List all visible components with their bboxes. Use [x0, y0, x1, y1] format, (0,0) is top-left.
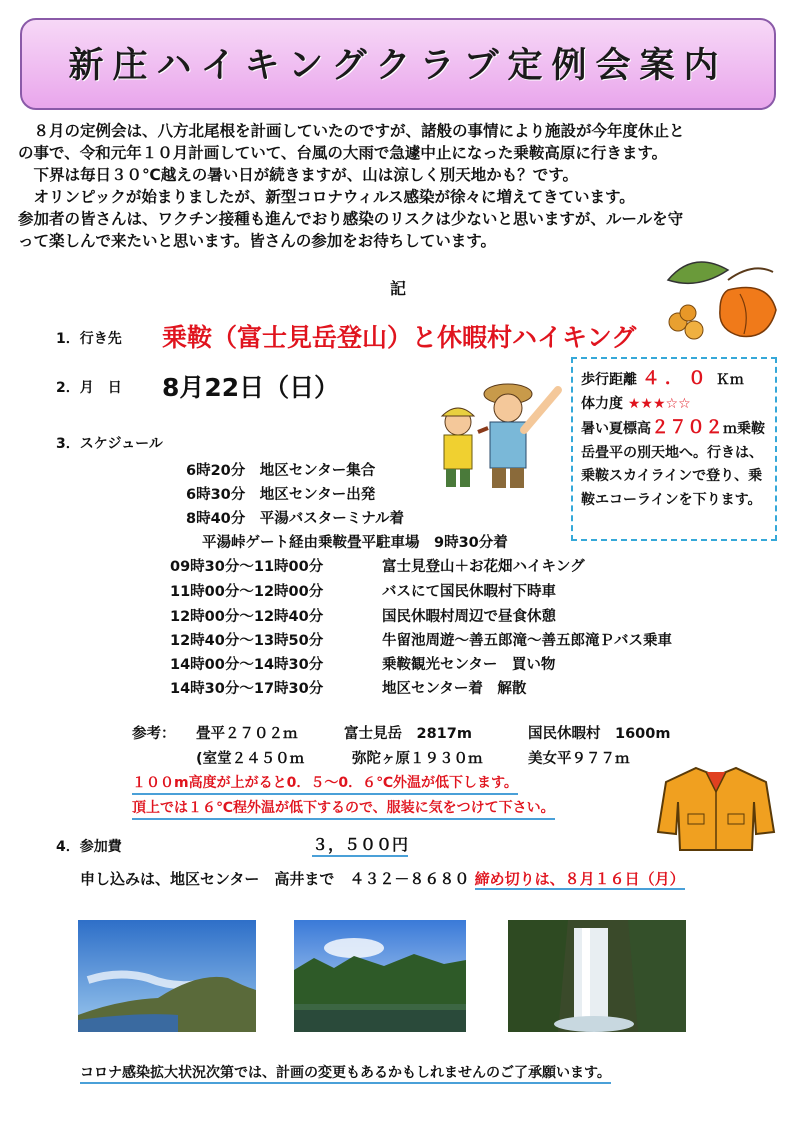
schedule-row: [186, 507, 404, 528]
info-box: [571, 357, 777, 541]
intro-line: オリンピックが始まりましたが、新型コロナウィルス感染が徐々に増えてきています。: [18, 188, 635, 206]
photo-waterfall: [508, 920, 686, 1032]
schedule-row: [170, 605, 556, 626]
intro-line: って楽しんで来たいと思います。皆さんの参加をお待ちしています。: [18, 232, 497, 250]
schedule-desc: 地区センター着 解散: [382, 681, 527, 697]
intro-line: 下界は毎日３０℃越えの暑い日が続きますが、山は涼しく別天地かも？です。: [18, 166, 579, 184]
distance-value: ４．０: [641, 368, 711, 389]
photo-forest-pond: [294, 920, 466, 1032]
schedule-desc: 平湯峠ゲート経由乗鞍畳平駐車場 9時30分着: [202, 535, 508, 551]
jacket-illustration: [656, 762, 776, 854]
reference-value: 富士見岳 2817m: [344, 726, 472, 742]
difficulty-row: [581, 393, 767, 417]
schedule-row: [170, 629, 672, 650]
reference-value: 国民休暇村 1600m: [528, 726, 671, 742]
schedule-time: 09時30分～11時00分: [170, 559, 324, 575]
schedule-row: [202, 531, 508, 552]
schedule-desc: 地区センター出発: [259, 487, 376, 503]
fee-label: 4．参加費: [56, 839, 122, 855]
schedule-row: [186, 483, 375, 504]
info-text-part: ｍ乗: [723, 421, 751, 437]
fee-value: ３，５００円: [312, 832, 408, 857]
schedule-time: 14時30分～17時30分: [170, 681, 324, 697]
info-text: [581, 416, 767, 512]
reference-value: 畳平２７０２ｍ: [196, 726, 298, 742]
schedule-desc: バスにて国民休暇村下時車: [382, 584, 556, 600]
clothing-warning: 頂上では１６℃程外温が低下するので、服装に気をつけて下さい。: [132, 797, 555, 820]
temperature-warning: １００m高度が上がると0．５～0．６℃外温が低下します。: [132, 772, 518, 795]
deadline: 締め切りは、８月１６日（月）: [474, 870, 685, 888]
distance-label: 歩行距離: [581, 372, 637, 388]
photo-mountain-lake: [78, 920, 256, 1032]
distance-row: [581, 367, 767, 393]
intro-line: ８月の定例会は、八方北尾根を計画していたのですが、諸般の事情により施設が今年度休止と: [18, 122, 685, 140]
schedule-time: 12時00分～12時40分: [170, 609, 324, 625]
reference-value: 弥陀ヶ原１９３０ｍ: [352, 751, 483, 767]
info-text-rest: 鞍岳畳平の別天地へ。行きは、乗鞍スカイラインで登り、乗鞍エコーラインを下ります。: [581, 421, 765, 508]
difficulty-label: 体力度: [581, 395, 623, 412]
schedule-desc: 乗鞍観光センター 買い物: [382, 657, 556, 673]
schedule-row: [170, 653, 555, 674]
reference-value: (室堂２４５０ｍ: [196, 751, 305, 767]
schedule-desc: 平湯バスターミナル着: [259, 511, 405, 527]
intro-line: の事で、令和元年１０月計画していて、台風の大雨で急遽中止になった乗鞍高原に行きます。: [18, 144, 668, 162]
page-title: 新庄ハイキングクラブ定例会案内: [68, 46, 728, 86]
application-contact: 申し込みは、地区センター 高井まで ４３２－８６８０: [80, 870, 470, 888]
info-text-part: 暑い夏標高: [581, 421, 651, 437]
physalis-illustration: [658, 250, 788, 342]
schedule-time: 11時00分～12時00分: [170, 584, 324, 600]
distance-unit: Ｋｍ: [715, 372, 744, 388]
intro-line: 参加者の皆さんは、ワクチン接種も進んでおり感染のリスクは少ないと思いますが、ルールを守: [18, 210, 684, 228]
footer-notice: コロナ感染拡大状況次第では、計画の変更もあるかもしれませんのご了承願います。: [80, 1062, 611, 1084]
schedule-time: 6時30分: [186, 487, 246, 503]
application-info: [80, 868, 685, 889]
destination: 乗鞍（富士見岳登山）と休暇村ハイキング: [162, 323, 637, 352]
schedule-desc: 牛留池周遊～善五郎滝～善五郎滝Ｐバス乗車: [382, 633, 672, 649]
date-label: 2．月 日: [56, 380, 122, 396]
schedule-time: 12時40分～13時50分: [170, 633, 324, 649]
schedule-row: [170, 555, 585, 576]
hikers-illustration: [418, 372, 568, 490]
schedule-time: 6時20分: [186, 463, 246, 479]
event-date: 8月22日（日）: [162, 373, 340, 402]
schedule-row: [170, 677, 526, 698]
schedule-desc: 国民休暇村周辺で昼食休憩: [382, 609, 556, 625]
difficulty-stars: ★★★☆☆: [627, 395, 691, 412]
info-elevation: ２７０２: [651, 417, 723, 438]
ki-mark: 記: [390, 279, 407, 298]
schedule-time: 8時40分: [186, 511, 246, 527]
schedule-row: [186, 459, 375, 480]
reference-label: 参考：: [132, 726, 176, 742]
intro-text: [18, 120, 786, 252]
schedule-row: [170, 580, 556, 601]
dest-label: 1．行き先: [56, 331, 122, 347]
schedule-desc: 富士見登山＋お花畑ハイキング: [382, 559, 585, 575]
schedule-label: 3．スケジュール: [56, 436, 163, 452]
reference-value: 美女平９７７ｍ: [528, 751, 630, 767]
schedule-desc: 地区センター集合: [259, 463, 376, 479]
schedule-time: 14時00分～14時30分: [170, 657, 324, 673]
